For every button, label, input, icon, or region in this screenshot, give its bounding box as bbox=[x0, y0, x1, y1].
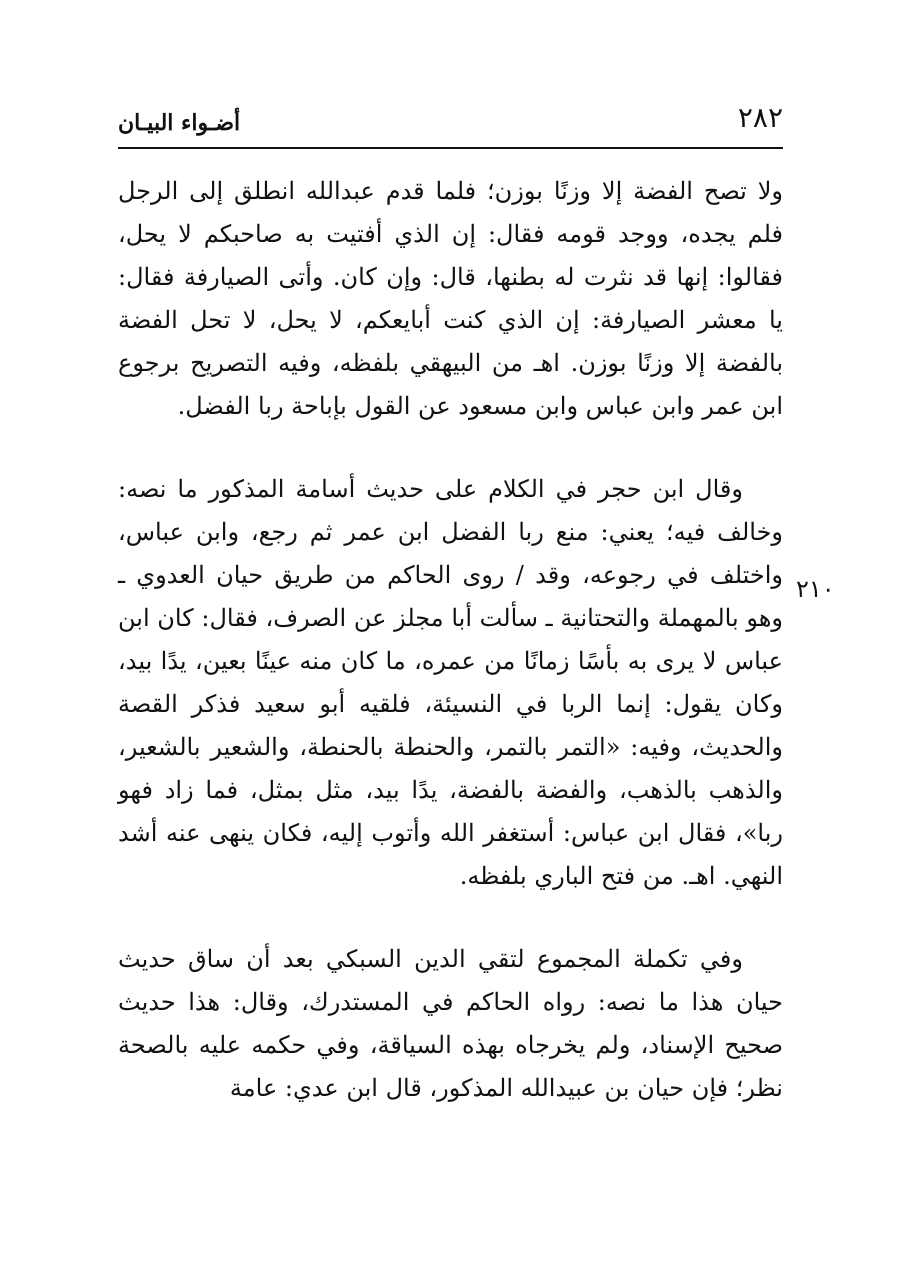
paragraph-3: وفي تكملة المجموع لتقي الدين السبكي بعد أن ساق حديث حيان هذا ما نصه: رواه الحاكم في المستدرك، وقال: هذا حديث صحيح الإسناد، ولم يخرجاه بهذه السياقة، وفي حكمه عليه بالصحة نظر؛ فإن حيان بن عبيدالله المذكور، قال ابن عدي: عامة bbox=[118, 945, 783, 1102]
page-header bbox=[118, 100, 783, 144]
paragraph-gap bbox=[118, 898, 783, 938]
header-rule bbox=[118, 147, 783, 149]
paragraph-1: ولا تصح الفضة إلا وزنًا بوزن؛ فلما قدم عبدالله انطلق إلى الرجل فلم يجده، ووجد قومه فقال: إن الذي أفتيت به صاحبكم لا يحل، فقالوا: إنها قد نثرت له بطنها، قال: وإن كان. وأتى الصيارفة فقال: يا معشر الصيارفة: إن الذي كنت أبايعكم، لا يحل، لا تحل الفضة بالفضة إلا وزنًا بوزن. اهـ من البيهقي بلفظه، وفيه التصريح برجوع ابن عمر وابن عباس وابن مسعود عن القول بإباحة ربا الفضل. bbox=[118, 177, 783, 420]
page-number: ٢٨٢ bbox=[737, 101, 783, 134]
margin-page-marker: ٢١٠ bbox=[796, 575, 835, 603]
body-text bbox=[118, 170, 783, 1110]
book-title: أضـواء البيـان bbox=[118, 110, 241, 136]
paragraph-2: وقال ابن حجر في الكلام على حديث أسامة المذكور ما نصه: وخالف فيه؛ يعني: منع ربا الفضل ابن عمر ثم رجع، وابن عباس، واختلف في رجوعه، وقد / روى الحاكم من طريق حيان العدوي ـ وهو بالمهملة والتحتانية ـ سألت أبا مجلز عن الصرف، فقال: كان ابن عباس لا يرى به بأسًا زمانًا من عمره، ما كان منه عينًا بعين، يدًا بيد، وكان يقول: إنما الربا في النسيئة، فلقيه أبو سعيد فذكر القصة والحديث، وفيه: «التمر بالتمر، والحنطة بالحنطة، والشعير بالشعير، والذهب بالذهب، والفضة بالفضة، يدًا بيد، مثل بمثل، فما زاد فهو ربا»، فقال ابن عباس: أستغفر الله وأتوب إليه، فكان ينهى عنه أشد النهي. اهـ. من فتح الباري بلفظه. bbox=[118, 475, 783, 890]
paragraph-gap bbox=[118, 428, 783, 468]
